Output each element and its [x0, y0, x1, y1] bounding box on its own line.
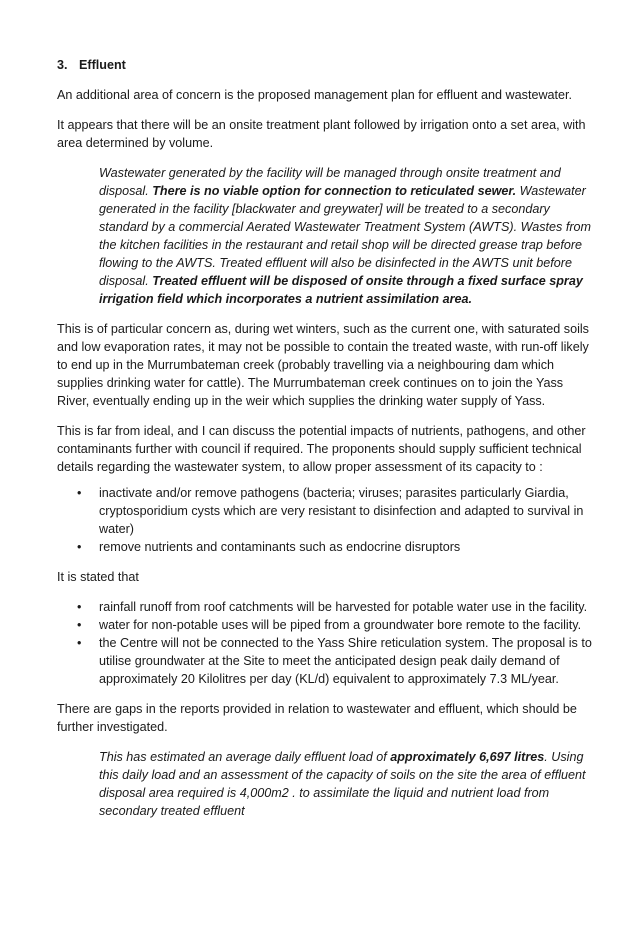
bullet-icon: • [77, 618, 82, 632]
paragraph-intro: An additional area of concern is the proposed management plan for effluent and wastewater. [57, 88, 573, 102]
list-item: • inactivate and/or remove pathogens (bacteria; viruses; parasites particularly Giardia, cryptosporidium cysts which are very resistant to disinfection and adapted to survival in water) [77, 486, 584, 536]
list-item: • remove nutrients and contaminants such as endocrine disruptors [77, 540, 461, 554]
quote2-text-2: . Using this daily load and an assessment of the capacity of soils on the site the area of effluent disposal area required is 4,000m2 . to assimilate the liquid and nutrient load from secondary treated effluent [99, 750, 586, 818]
list-item: • the Centre will not be connected to the Yass Shire reticulation system. The proposal is to utilise groundwater at the Site to meet the anticipated design peak daily demand of approximately 20 Kilolitres per day (KL/d) equivalent to approximately 7.3 ML/year. [77, 636, 592, 686]
quote-effluent-load [99, 748, 591, 820]
paragraph-impacts: This is far from ideal, and I can discuss the potential impacts of nutrients, pathogens, and other contaminants further with council if required. The proponents should supply sufficient technical details regarding the wastewater system, to allow proper assessment of its capacity to : [57, 424, 586, 474]
list-item: • water for non-potable uses will be piped from a groundwater bore remote to the facility. [77, 618, 582, 632]
paragraph-stated: It is stated that [57, 570, 139, 584]
paragraph-concern: This is of particular concern as, during wet winters, such as the current one, with saturated soils and low evaporation rates, it may not be possible to contain the treated waste, with run-off likely to end up in the Murrumbateman creek (probably travelling via a neighbouring dam which supplies drinking water for cattle). The Murrumbateman creek continues on to join the Yass River, eventually ending up in the weir which supplies the drinking water supply of Yass. [57, 322, 589, 408]
list-item: • rainfall runoff from roof catchments will be harvested for potable water use in the facility. [77, 600, 588, 614]
bullet-icon: • [77, 600, 82, 614]
quote1-text-1: Wastewater generated by the facility will be managed through onsite treatment and disposal. [99, 166, 561, 198]
bullet-icon: • [77, 636, 82, 650]
bullet-list-capacity [57, 484, 592, 556]
quote-wastewater-plan [99, 164, 591, 308]
section-heading [57, 56, 592, 74]
document-page [57, 56, 592, 832]
section-title: Effluent [79, 58, 126, 72]
quote1-bold-1: There is no viable option for connection to reticulated sewer. [152, 184, 517, 198]
paragraph-gaps: There are gaps in the reports provided in relation to wastewater and effluent, which should be further investigated. [57, 702, 577, 734]
quote1-text-2: Wastewater generated in the facility [blackwater and greywater] will be treated to a secondary standard by a commercial Aerated Wastewater Treatment System (AWTS). Wastes from the kitchen facilities in the restaurant and retail shop will be directed grease trap before flowing to the AWTS. Treated effluent will also be disinfected in the AWTS unit before disposal. [99, 184, 592, 288]
bullet-icon: • [77, 486, 82, 500]
paragraph-treatment-plant: It appears that there will be an onsite treatment plant followed by irrigation onto a set area, with area determined by volume. [57, 118, 586, 150]
bullet-icon: • [77, 540, 82, 554]
quote2-text-1: This has estimated an average daily effluent load of [99, 750, 391, 764]
quote1-bold-2: Treated effluent will be disposed of onsite through a fixed surface spray irrigation field which incorporates a nutrient assimilation area. [99, 274, 583, 306]
bullet-list-stated [57, 598, 592, 688]
section-number: 3. [57, 58, 68, 72]
quote2-bold-1: approximately 6,697 litres [390, 750, 545, 764]
